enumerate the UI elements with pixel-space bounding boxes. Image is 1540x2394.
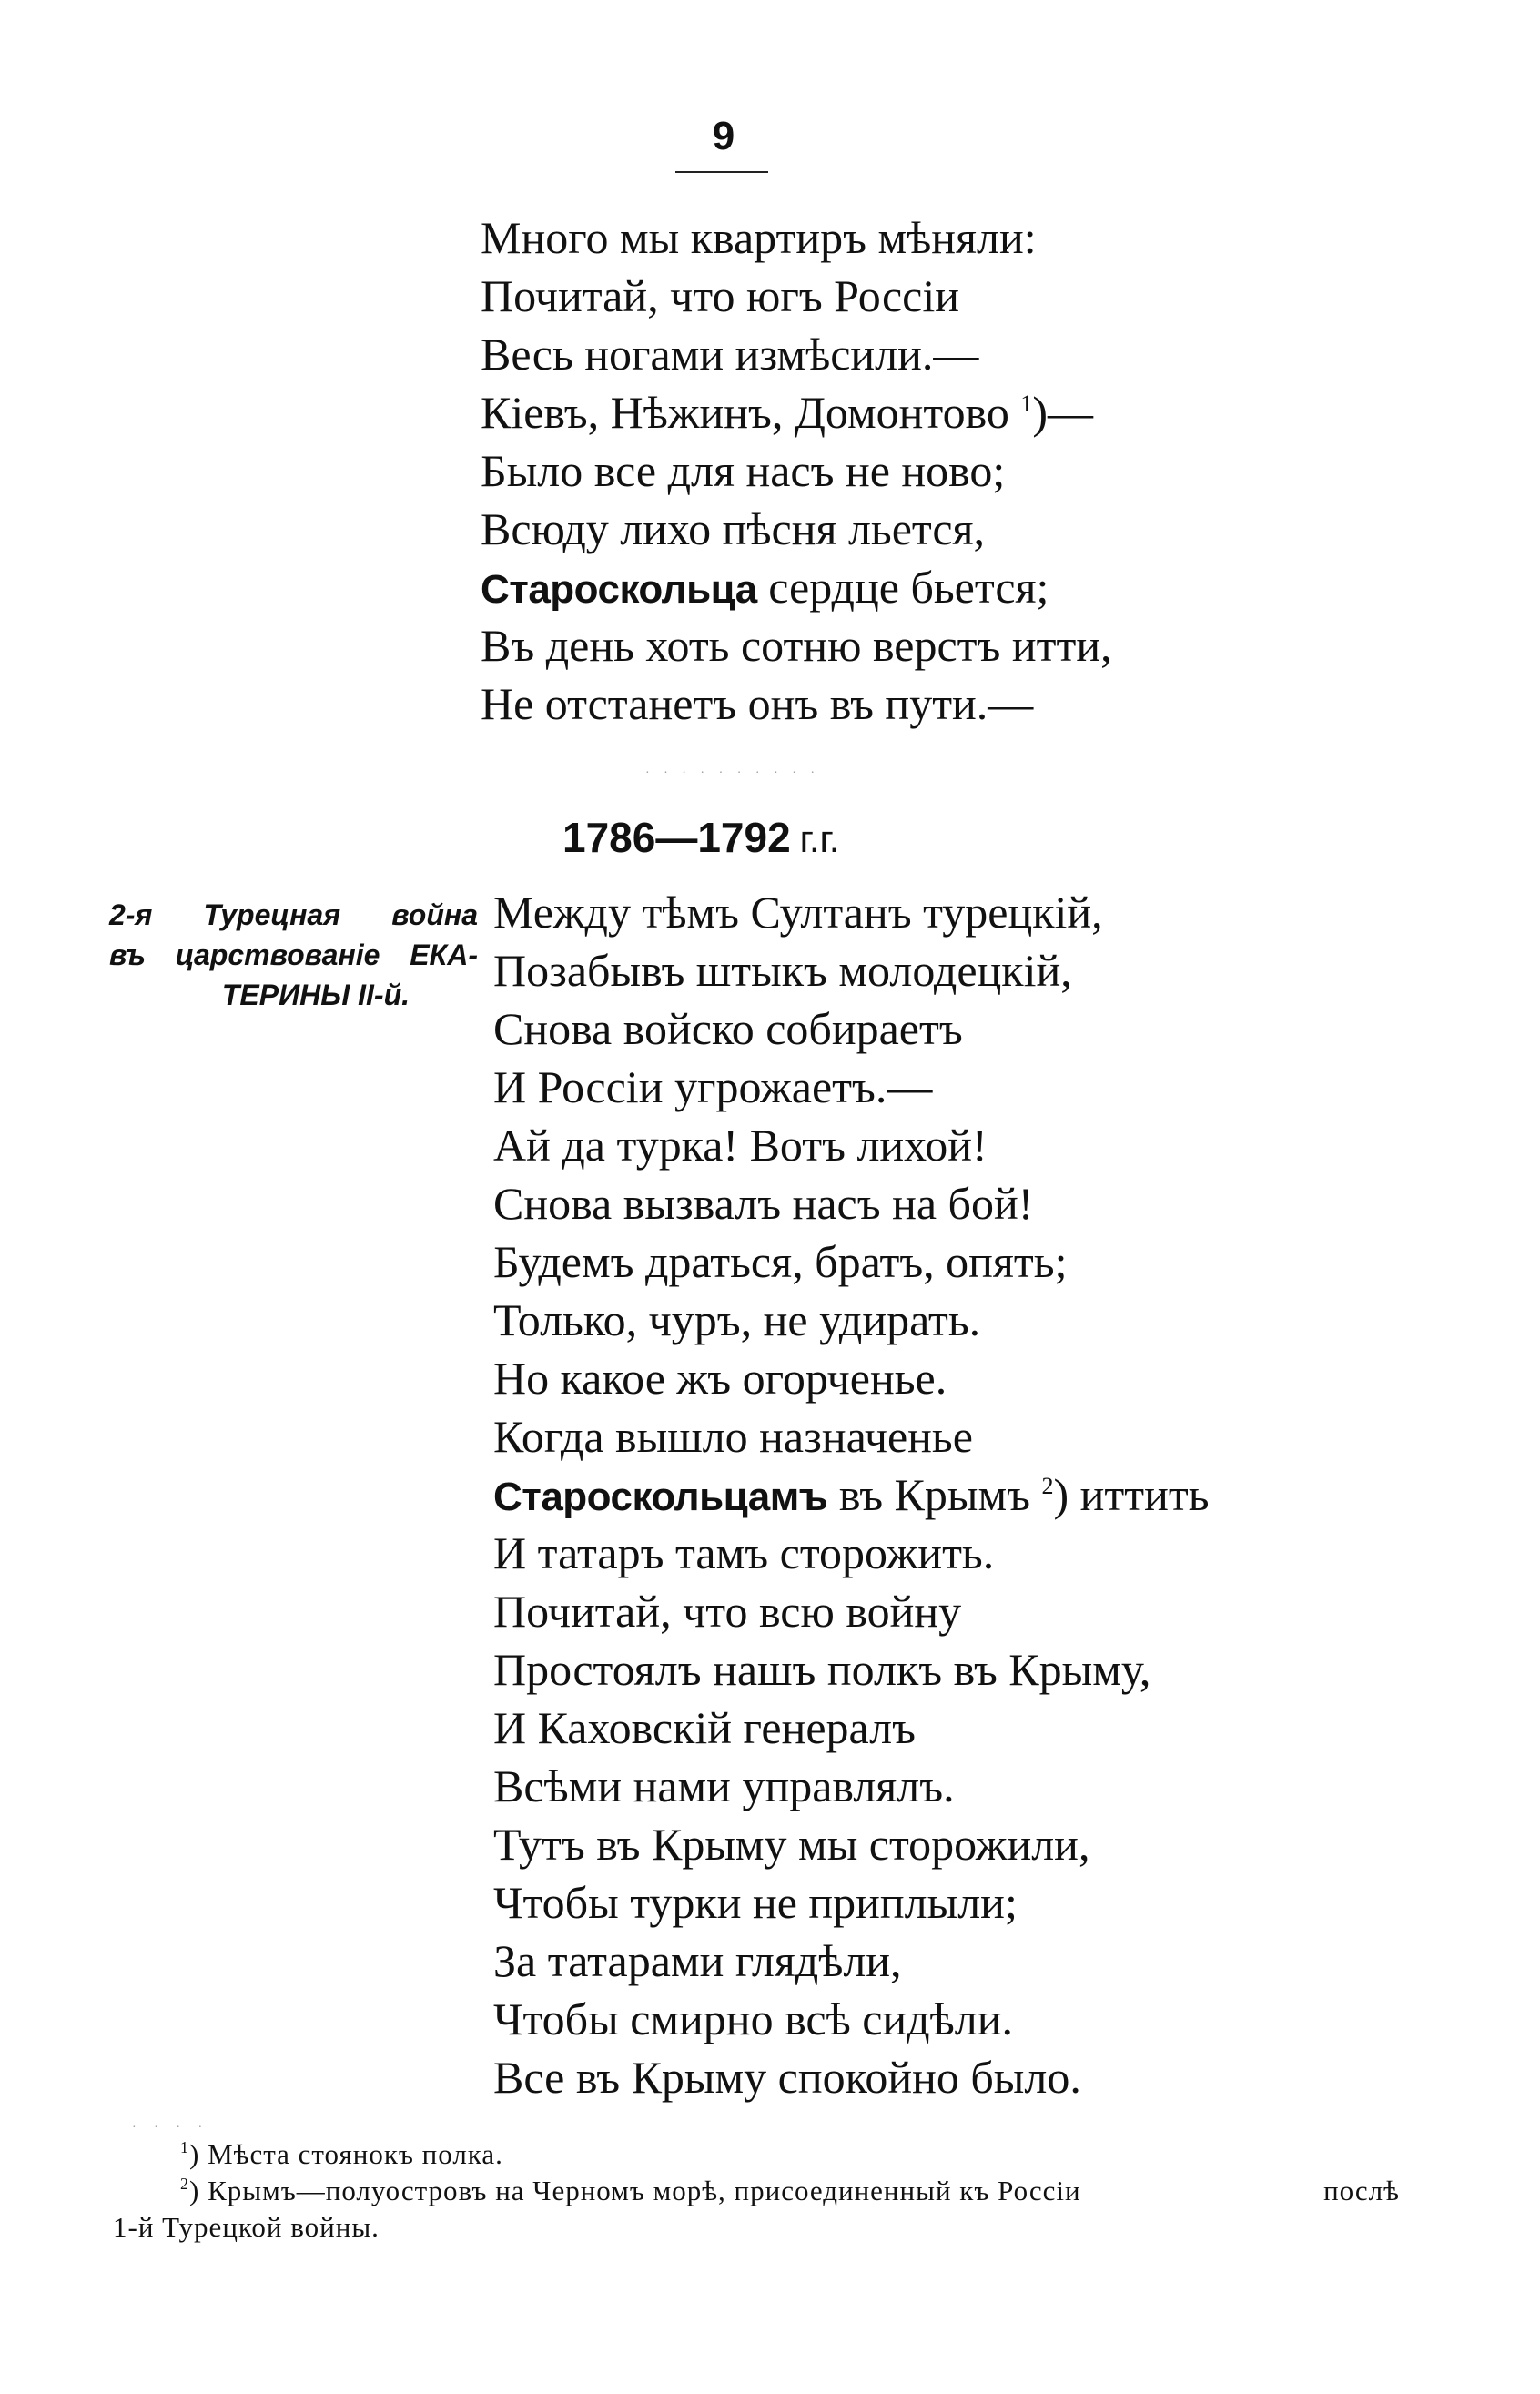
poem-line: Въ день хоть сотню верстъ итти,: [481, 620, 1112, 671]
regiment-name: Староскольца: [481, 567, 757, 612]
poem-line: Почитай, что югъ Россіи: [481, 270, 960, 321]
poem-line: Когда вышло назначенье: [493, 1411, 973, 1462]
poem-line: И Россіи угрожаетъ.—: [493, 1061, 933, 1112]
margin-note-line: ТЕРИНЫ II-й.: [221, 979, 410, 1011]
footnote-marker: 1: [180, 2138, 189, 2156]
footnote-ref: 1: [1020, 391, 1033, 417]
poem-line: Чтобы смирно всѣ сидѣли.: [493, 1993, 1013, 2044]
poem-line: И Каховскій генералъ: [493, 1702, 916, 1753]
footnote: $^1$) Мѣста стоянокъ полка.: [180, 2138, 503, 2170]
margin-note: [109, 895, 478, 1015]
poem-line: Староскольцамъ въ Крымъ $^2$) иттить: [493, 1469, 1210, 1520]
poem-line: Ай да турка! Вотъ лихой!: [493, 1120, 988, 1171]
footnotes: [107, 2136, 1400, 2246]
poem-line: Но какое жъ огорченье.: [493, 1353, 947, 1404]
stanza-divider: · · · · · · · · · ·: [644, 766, 821, 780]
section-years: 1786—1792: [562, 814, 791, 861]
footnote-separator: · · · ·: [132, 2121, 210, 2135]
footnote: $^2$) Крымъ—полуостровъ на Черномъ морѣ, присоединенный къ Россіи послѣ: [180, 2175, 1400, 2206]
poem-stanza-two: [493, 883, 1210, 2106]
section-heading: [562, 810, 839, 867]
poem-line: Будемъ драться, братъ, опять;: [493, 1236, 1068, 1287]
poem-line: Снова войско собираетъ: [493, 1003, 963, 1054]
poem-line: Тутъ въ Крыму мы сторожили,: [493, 1819, 1090, 1870]
poem-line: И татаръ тамъ сторожить.: [493, 1527, 995, 1578]
poem-line: Между тѣмъ Султанъ турецкій,: [493, 887, 1103, 938]
poem-line: Весь ногами измѣсили.—: [481, 329, 979, 380]
page-number-underline: [675, 171, 768, 173]
poem-line: Староскольца сердце бьется;: [481, 562, 1049, 613]
regiment-name: Староскольцамъ: [493, 1475, 828, 1519]
page-number: 9: [712, 114, 735, 158]
footnote-marker: 2: [180, 2175, 189, 2193]
poem-line: Было все для насъ не ново;: [481, 445, 1006, 496]
footnote-continuation: 1-й Турецкой войны.: [113, 2211, 380, 2243]
poem-line: Всюду лихо пѣсня льется,: [481, 503, 986, 554]
poem-line: Простоялъ нашъ полкъ въ Крыму,: [493, 1644, 1151, 1695]
poem-line: Почитай, что всю войну: [493, 1586, 962, 1637]
poem-line: Много мы квартиръ мѣняли:: [481, 212, 1037, 263]
poem-line: Кіевъ, Нѣжинъ, Домонтово $^1$)—: [481, 387, 1093, 438]
margin-note-line: 2-я Турецная война: [109, 898, 478, 931]
poem-line: Не отстанетъ онъ въ пути.—: [481, 678, 1034, 729]
margin-note-line: въ царствованіе ЕКА-: [109, 938, 478, 971]
poem-line: Всѣми нами управлялъ.: [493, 1760, 955, 1811]
footnote-ref: 2: [1041, 1473, 1054, 1499]
poem-line: Все въ Крыму спокойно было.: [493, 2052, 1081, 2103]
poem-line: Позабывъ штыкъ молодецкій,: [493, 945, 1072, 996]
poem-line: Снова вызвалъ насъ на бой!: [493, 1178, 1034, 1229]
poem-line: Чтобы турки не приплыли;: [493, 1877, 1018, 1928]
poem-stanza-one: [481, 208, 1112, 733]
section-years-suffix: г.г.: [799, 817, 840, 860]
poem-line: Только, чуръ, не удирать.: [493, 1294, 981, 1345]
poem-line: За татарами глядѣли,: [493, 1935, 902, 1986]
